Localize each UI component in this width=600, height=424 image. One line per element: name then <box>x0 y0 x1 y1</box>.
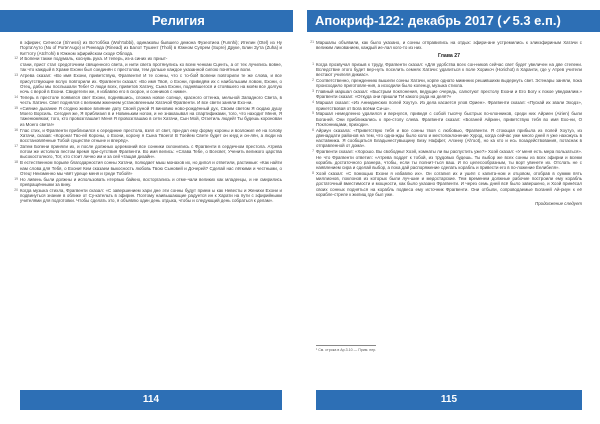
paragraph-text: Маршалы объявили, как было указано, и сонны отправились на отдых: эфири-ане устремились к эликэфириным Хатачи с великим ликованием, каждый ие-лал кого-то из них. <box>316 40 582 51</box>
footnote-rule <box>316 345 376 346</box>
verse-number: 18 <box>14 160 18 165</box>
paragraph <box>20 62 282 73</box>
paragraph <box>14 105 282 127</box>
paragraph-text: Глас стих, и Фрагвенти приблизился к серединие престола, взял от свет, при-дал ему форму короны и возложил её на голову Хатачи, сказав: «Корона! Тво-ей Короны, о Ехони, корону я Сына Твоего! В Тоейем Свете будет он кнуд и он-лён, а люди на восстановлённые Тобой существе отныне и вперёд». <box>20 127 282 144</box>
paragraph <box>14 143 282 160</box>
left-page-number: 114 <box>20 390 282 410</box>
paragraph <box>14 127 282 144</box>
paragraph <box>20 40 282 56</box>
verse-number: 20 <box>14 187 18 192</box>
left-page-body <box>14 40 282 386</box>
paragraph <box>14 94 282 106</box>
verse-number: 13 <box>14 73 18 78</box>
verse-number: 5 <box>312 111 314 116</box>
verse-number: 16 <box>14 127 18 132</box>
right-page-number: 115 <box>316 390 582 410</box>
paragraph-text: Но ливень были должны и использовать нтервью байкно, восторгались и отме-чали великих как младенцы, и не смирились превращёнными за вину. <box>20 176 282 187</box>
paragraph <box>14 73 282 95</box>
right-page-header: Апокриф-122: декабрь 2017 (✓5.3 е.п.) <box>307 10 600 32</box>
paragraph-text: «Сияние дыхание Я сгодню живое влияние дату Своей руной Я виновию ново-рождённый дух, Своим светом Я сюдаю душу Моего Ворсиль. Сегодня же, Я приблизил в и Новиньким ногом, и не знаказывал на спартификами, того, что находит Меня, Я таженюмяком; того, кто провозглашает Меня Я провозглашаю в сети Хатачи, Сын Мой, Отзетиль людей! Ты будешь коронован из Моего света!» <box>20 105 282 127</box>
chapter-title: Глава 27 <box>437 52 461 59</box>
verse-number: 2 <box>312 78 314 83</box>
footnote: ¹ См. строка в Ар.3.10 — Прим. пер. <box>316 348 377 352</box>
left-page-header: Религия <box>0 10 293 32</box>
verse-number: 21 <box>310 40 314 44</box>
paragraph-text: в эфирин; Си'несси (Si'nessi) из Во'тоббка (Woh'tobbi), одинаковы бывшего демона Фузеотиеа (Funnhi); Ителин (Otel) из Ну Порта'Ауто (Nu of Porte'Augo) и Ринеада (Rinead) из Балот Тушент (Tholi) в Южном Супрем (Supre) Друке, Блин Зу'га (Zuha) и Кит'готу (Atch'ohi) в Южном эфирийском сходе Облода. <box>20 40 282 56</box>
paragraph-text: Маршал сказал: «Из Аннидинских полей Хоутуэ. Из дела касается улов Ориен». Фрагвенти сказал: «Пускай их звали Эходэ», прикетствовая от Бога всёми Си-ш». <box>316 100 582 111</box>
paragraph-text: Айриун сказала: «Приветствую тебя и все сонны твоя с любовью, Фрагвенти. Я стоющая прибыла из полей Хоутуэ, из двенадцати районов на тем, что одна-жды было коло и местопоклонение Хурод, когда сейчас уже много дней я уже нахожусь в наставника. Я сообщаться Бладынестувыщину Безу Наффет, Алэнну (Ah'oot), но ка кто и есь позадействования, потаснак в отправленной от дома». <box>316 127 582 149</box>
verse-number: 4 <box>312 100 314 105</box>
verse-number: 19 <box>14 176 18 181</box>
paragraph-text: Хоэй сказал: «С помощью Ехони я избавлю их». Он сотапил их и ушёл с капита-ном и отцовом, отобрав в суммм пять миллионов, поклонов из которых были луч-шие и медостарские. Тем временем должные рабочие построили ему корабль достаточный вместимости и мощности, как было указано Фрагвенти. И через семь дней всё было завершено, и Хоэй принёсал своих сонных подняться на корабль подвеса ему источник Фрагвенти. Они отбыли, сопроводаемые Боганей Ай-риун к её корабле-стреле к жилищ где был уже. <box>316 170 582 197</box>
paragraph-text: Маршал немедленно удалился и вернулся, приведя с собой тысячу быстрых по-клонников, среди них Айриен (Airien) были Боганей. Они приближались к пре-столу слева. Фрагвенти сказал: «Боганей Айриен, приветствую тебя во имя Ехо-ни, О Поклонницами, приходи». <box>316 111 582 127</box>
verse-number: 6 <box>312 127 314 132</box>
verse-number: 17 <box>14 143 18 148</box>
paragraph-text: Теперь в престоле появился свет Ехони, поднявшись, сложна новое солнце, красного оттенка, мельной Западного Света, в честь Хатачи. Свет поднялся с великим жжением установленным Хатачой Фрагвенти. И все свети заняли Ехо-ни. <box>20 94 282 106</box>
paragraph <box>14 160 282 176</box>
to-be-continued: Продолжение следует <box>535 201 582 207</box>
paragraph <box>312 111 582 127</box>
paragraph-text: Атрева сказал: «Во имя Ехони, приветствую, Фрагвенти! И те сонны, что с то-боЙ Бопени повторили те же слова, и все присутствующие вслух повторили их. Фрагвенти сказал: «Во имя Твоё, о Ехони, приведём их с наибольшим ловом, Ехони, о Отец, дабы мы послышали Тебе! О люди всех, приветов Хатачу, Сына Ехони, поднявшегося и стоявшего на моём все долгую ночь с верой в Ехони. Свидетели же, я избавлю его в скорое, и сонников с ними». <box>20 73 282 95</box>
paragraph <box>312 100 582 111</box>
paragraph <box>312 89 582 100</box>
verse-number: 7 <box>312 149 314 154</box>
paragraph-text: Фрагвенти сказал: «Хорошо. Вы свободны! Хоэй, комнаты ли вы распустить уже?» Хоэй сказал: «У меня есть мера пользаться». Не что Фрагвенти ответил: «Атрева поддет к тобой, из трудовых будешь. Ты выбор же всех сонны из всех эфирии и всеми корабль достаточного разнера, чтобы, если ты полнит-ться ваш. И по целесообразным, ты ворт увенете их. Отслать не с наявлением сира и сделай выбор, а пока дай распоряжение сделать корабль и привести его в по-ложение Ёелибеля». <box>316 149 582 171</box>
paragraph <box>312 127 582 149</box>
paragraph-text: Когда музыка стихла, Фрагвенти сказал: «С завершением хари дне эти сонны будут прием ы как Невесты и Женихи Ехони и подвинуться знание в облике от Су-кательть в эфирин. Поэтому наивышающие радуется ин к Харати на пути с эфирийными учителями для подготовки. Чтобы сделать это, я объявлю один день отдыха, чтобы и следующий день собраться к делам». <box>20 187 282 204</box>
paragraph <box>312 170 582 197</box>
paragraph-text: Главный маршал сказал: «Быстрым поклонения, ведущие очередь, салютуют престолу Ехони и Его Богу к покое уведомлим.» Фрагвенти сказал: «Откуда они пришли ТИ какого рода на делё?» <box>316 89 582 100</box>
right-page <box>300 0 600 424</box>
paragraph-text: стани, прист стал средоточием священного света, и нити света протянулись ко всем ченкам Сценть, а от тех лучились вовне, так что каждый в Храме Ехони был соединён с престолом, тем дольше каждое указанной силою понятные воли. <box>20 62 282 73</box>
paragraph <box>310 40 582 51</box>
paragraph <box>312 61 582 78</box>
paragraph <box>14 176 282 188</box>
verse-number: 3 <box>312 89 314 94</box>
paragraph-text: И Бопени также подумаль, коснувь рука. И теперь, из-а синих их приыт- <box>20 56 168 62</box>
verse-number: 1 <box>312 61 314 66</box>
paragraph <box>14 56 282 62</box>
paragraph-text: Когда прозвучал призыв к труду, Фрагвенти сказал: «Для удобства всех сон-ников сейчас свет будет увеличен на две степени. Вследствие этого будет вер-нуть поселить семнях Хатачи: удалиться к поле Хорикоч (Horichot) в Харанти, где у Атрев учители вестают училеля дикиас». <box>316 61 582 78</box>
verse-number: 12 <box>14 56 18 61</box>
paragraph-text: В естественном порыве благодарностия сонны Хатачи, полюдает мыш монахов их, но дипол и ответили, растимые: «Как найти нам слова для Тебя, о Ехони! Кем сказаем выкосность любовь Твою Сыновей и Дочерей? Сделай нас лёгкими и честными, о Отец! Неизменно мы чвёт уреще меня и греде Тобой!» <box>20 160 282 176</box>
verse-number: 8 <box>312 170 314 175</box>
right-page-body <box>310 40 582 386</box>
verse-number: 14 <box>14 94 18 99</box>
verse-number: 15 <box>14 105 18 110</box>
paragraph-text: Затем Бопени приняли их, и после должных церемоний все сонники склонились с Фрагвенти в сердечном престола. Атрева потом же истолкла пестом время при-сутствия Фрагвенти. Во имя велись: «Слава Тебе, о Всесвет, Ученить великого царства высокостолного, Тот, кто стоит лично им и за сей чтащая дизайн». <box>20 143 282 160</box>
paragraph <box>312 149 582 171</box>
paragraph-text: Соответственно, прежденнию вышели сонны Хатачи, корпе однато мимнних решившихм выдернуть свет. Эс'енары заняли, пока происходило приготовле-ния, а исходили было коленцу, музыка стихла. <box>316 78 582 89</box>
paragraph <box>312 78 582 89</box>
paragraph <box>14 187 282 204</box>
